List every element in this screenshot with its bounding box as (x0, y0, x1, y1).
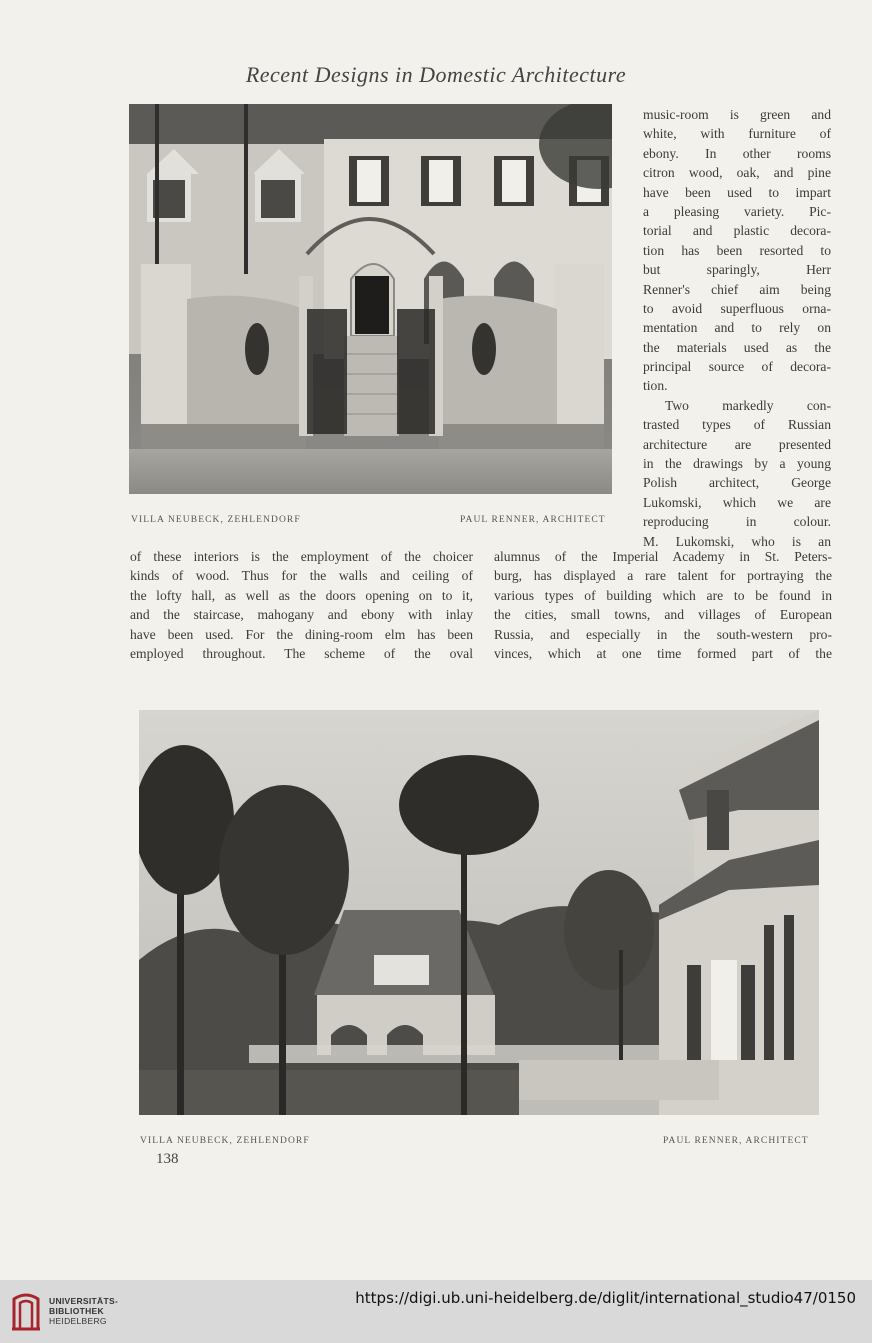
right-column-continued-text (494, 547, 832, 663)
text-line: and the staircase, mahogany and ebony with inlay (130, 607, 473, 623)
text-line: burg, has displayed a rare talent for portraying the (494, 568, 832, 584)
text-line: a pleasing variety. Pic- (643, 203, 831, 219)
text-line: Polish architect, George (643, 475, 831, 491)
text-line: have been used to impart (643, 184, 831, 200)
page-number: 138 (156, 1151, 179, 1167)
text-line: tion. (643, 378, 668, 394)
left-column-text (130, 547, 473, 663)
text-line: reproducing in colour. (643, 514, 831, 530)
text-line: Russia, and especially in the south-western pro- (494, 626, 832, 642)
figure-2-caption-right: PAUL RENNER, ARCHITECT (663, 1136, 809, 1146)
text-line: the materials used as the (643, 339, 831, 355)
right-column-text (643, 105, 831, 551)
figure-1-caption-right: PAUL RENNER, ARCHITECT (460, 515, 606, 525)
text-line: in the drawings by a young (643, 456, 831, 472)
text-line: principal source of decora- (643, 359, 831, 375)
text-line: the cities, small towns, and villages of European (494, 607, 832, 623)
text-line: employed throughout. The scheme of the oval (130, 645, 473, 661)
figure-2-caption-left: VILLA NEUBECK, ZEHLENDORF (140, 1136, 310, 1146)
text-line: to avoid superfluous orna- (643, 300, 831, 316)
library-logo-icon (10, 1289, 42, 1338)
running-head: Recent Designs in Domestic Architecture (245, 62, 627, 87)
text-line: but sparingly, Herr (643, 262, 831, 278)
text-line: Two markedly con- (665, 397, 831, 413)
figure-1-caption-left: VILLA NEUBECK, ZEHLENDORF (131, 515, 301, 525)
text-line: Renner's chief aim being (643, 281, 831, 297)
text-line: of these interiors is the employment of the choicer (130, 549, 473, 564)
text-line: various types of building which are to be found in (494, 587, 832, 603)
text-line: vinces, which at one time formed part of the (494, 645, 832, 661)
text-line: tion has been resorted to (643, 242, 831, 258)
text-line: music-room is green and (643, 107, 831, 122)
photo-villa-garden (139, 710, 819, 1115)
text-line: the lofty hall, as well as the doors opening on to it, (130, 587, 473, 603)
library-name (49, 1296, 118, 1326)
library-line: UNIVERSITÄTS- (49, 1296, 119, 1306)
photo-villa-entrance (129, 104, 612, 494)
text-line: Lukomski, which we are (643, 494, 831, 510)
source-url-link[interactable]: https://digi.ub.uni-heidelberg.de/diglit/international_studio47/0150 (355, 1289, 856, 1307)
library-line: HEIDELBERG (49, 1316, 107, 1326)
text-line: kinds of wood. Thus for the walls and ceiling of (130, 568, 473, 584)
text-line: torial and plastic decora- (643, 223, 831, 239)
text-line: white, with furniture of (643, 126, 831, 142)
text-line: M. Lukomski, who is an (643, 533, 831, 549)
text-line: mentation and to rely on (643, 320, 831, 336)
text-line: ebony. In other rooms (643, 145, 831, 161)
library-line: BIBLIOTHEK (49, 1306, 104, 1316)
text-line: citron wood, oak, and pine (643, 165, 831, 181)
text-line: architecture are presented (643, 436, 831, 452)
text-line: have been used. For the dining-room elm has been (130, 626, 473, 642)
text-line: trasted types of Russian (643, 417, 831, 433)
text-line: alumnus of the Imperial Academy in St. Peters- (494, 549, 832, 564)
